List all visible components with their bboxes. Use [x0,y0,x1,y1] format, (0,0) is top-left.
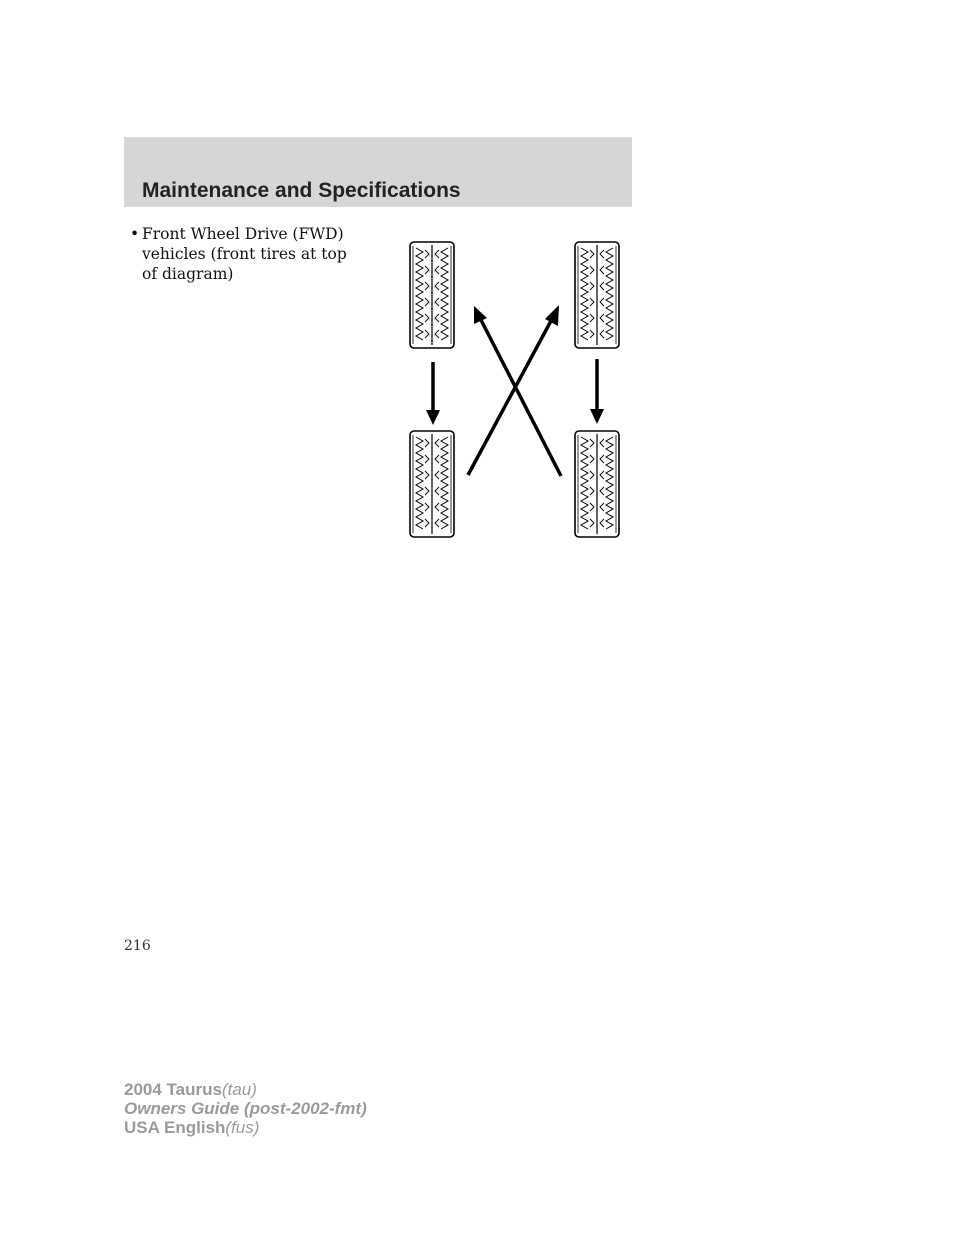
footer-language-code: (fus) [225,1118,260,1137]
footer-guide: Owners Guide (post-2002-fmt) [124,1099,367,1118]
footer-model: 2004 Taurus [124,1080,222,1099]
footer-language: USA English [124,1118,226,1137]
footer-model-code: (tau) [221,1080,257,1099]
arrow-right-down-icon [590,359,604,424]
document-footer [124,1080,367,1137]
tire-front-left-icon [410,242,454,348]
arrow-rear-left-to-front-right-icon [468,305,559,475]
tire-rear-left-icon [410,431,454,537]
tire-front-right-icon [575,242,619,348]
tire-rear-right-icon [575,431,619,537]
bullet-text: Front Wheel Drive (FWD) vehicles (front tires at top of diagram) [142,225,347,283]
arrow-rear-right-to-front-left-icon [474,306,561,476]
page-number: 216 [124,938,151,954]
section-title: Maintenance and Specifications [142,179,461,202]
section-header [124,137,632,207]
tire-rotation-diagram [395,235,635,545]
footer-line-language [124,1118,367,1137]
bullet-icon: • [130,225,140,243]
bullet-item-fwd [126,224,356,284]
arrow-left-down-icon [426,362,440,425]
footer-line-model [124,1080,367,1099]
